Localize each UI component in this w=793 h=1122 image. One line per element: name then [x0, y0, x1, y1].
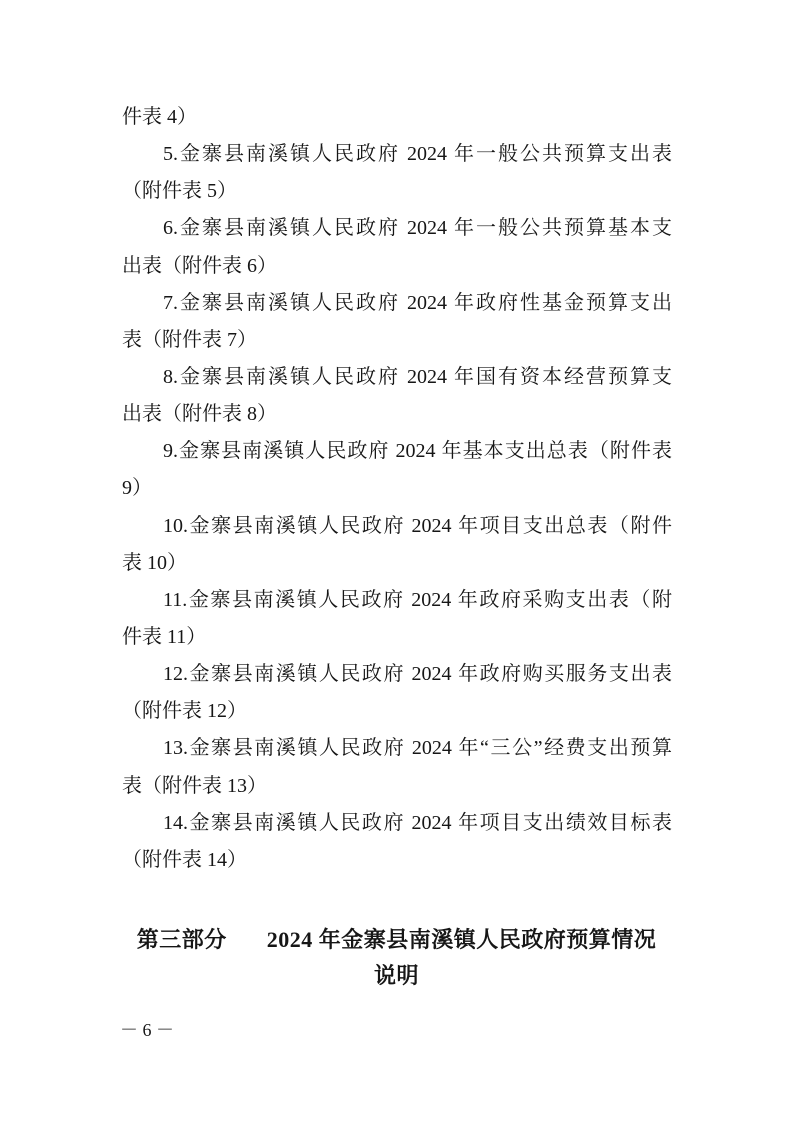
list-item-line: （附件表 5）: [122, 180, 237, 203]
section-title: 2024 年金寨县南溪镇人民政府预算情况: [266, 927, 657, 952]
list-item-line: 表（附件表 13）: [122, 774, 267, 797]
attachment-list: [122, 99, 672, 879]
list-item-line: 11.金寨县南溪镇人民政府 2024 年政府采购支出表（附: [163, 588, 672, 611]
list-item-line: 表（附件表 7）: [122, 328, 257, 351]
list-item-line: 件表 11）: [122, 625, 207, 648]
section-heading: [0, 922, 793, 994]
list-item-line: 8.金寨县南溪镇人民政府 2024 年国有资本经营预算支: [163, 365, 672, 388]
list-item-line: 表 10）: [122, 551, 187, 574]
list-item-line: （附件表 14）: [122, 848, 247, 871]
list-item-line: 出表（附件表 8）: [122, 403, 277, 426]
list-item-line: （附件表 12）: [122, 700, 247, 723]
list-item-line: 12.金寨县南溪镇人民政府 2024 年政府购买服务支出表: [163, 663, 672, 686]
list-item-line: 9）: [122, 477, 152, 500]
continuation-line: 件表 4）: [122, 106, 197, 128]
list-item-line: 6.金寨县南溪镇人民政府 2024 年一般公共预算基本支: [163, 217, 672, 240]
list-item-line: 出表（附件表 6）: [122, 254, 277, 277]
list-item-line: 9.金寨县南溪镇人民政府 2024 年基本支出总表（附件表: [163, 440, 672, 463]
list-item-line: 7.金寨县南溪镇人民政府 2024 年政府性基金预算支出: [163, 291, 672, 314]
section-title-continuation: 说明: [373, 963, 419, 988]
section-label: 第三部分: [136, 927, 227, 952]
list-item-line: 5.金寨县南溪镇人民政府 2024 年一般公共预算支出表: [163, 143, 672, 166]
list-item-line: 14.金寨县南溪镇人民政府 2024 年项目支出绩效目标表: [163, 811, 672, 834]
list-item-line: 10.金寨县南溪镇人民政府 2024 年项目支出总表（附件: [163, 514, 672, 537]
page-number: － 6 －: [120, 1020, 174, 1040]
section-heading-line: [0, 922, 793, 958]
list-item-line: 13.金寨县南溪镇人民政府 2024 年“三公”经费支出预算: [163, 737, 672, 760]
